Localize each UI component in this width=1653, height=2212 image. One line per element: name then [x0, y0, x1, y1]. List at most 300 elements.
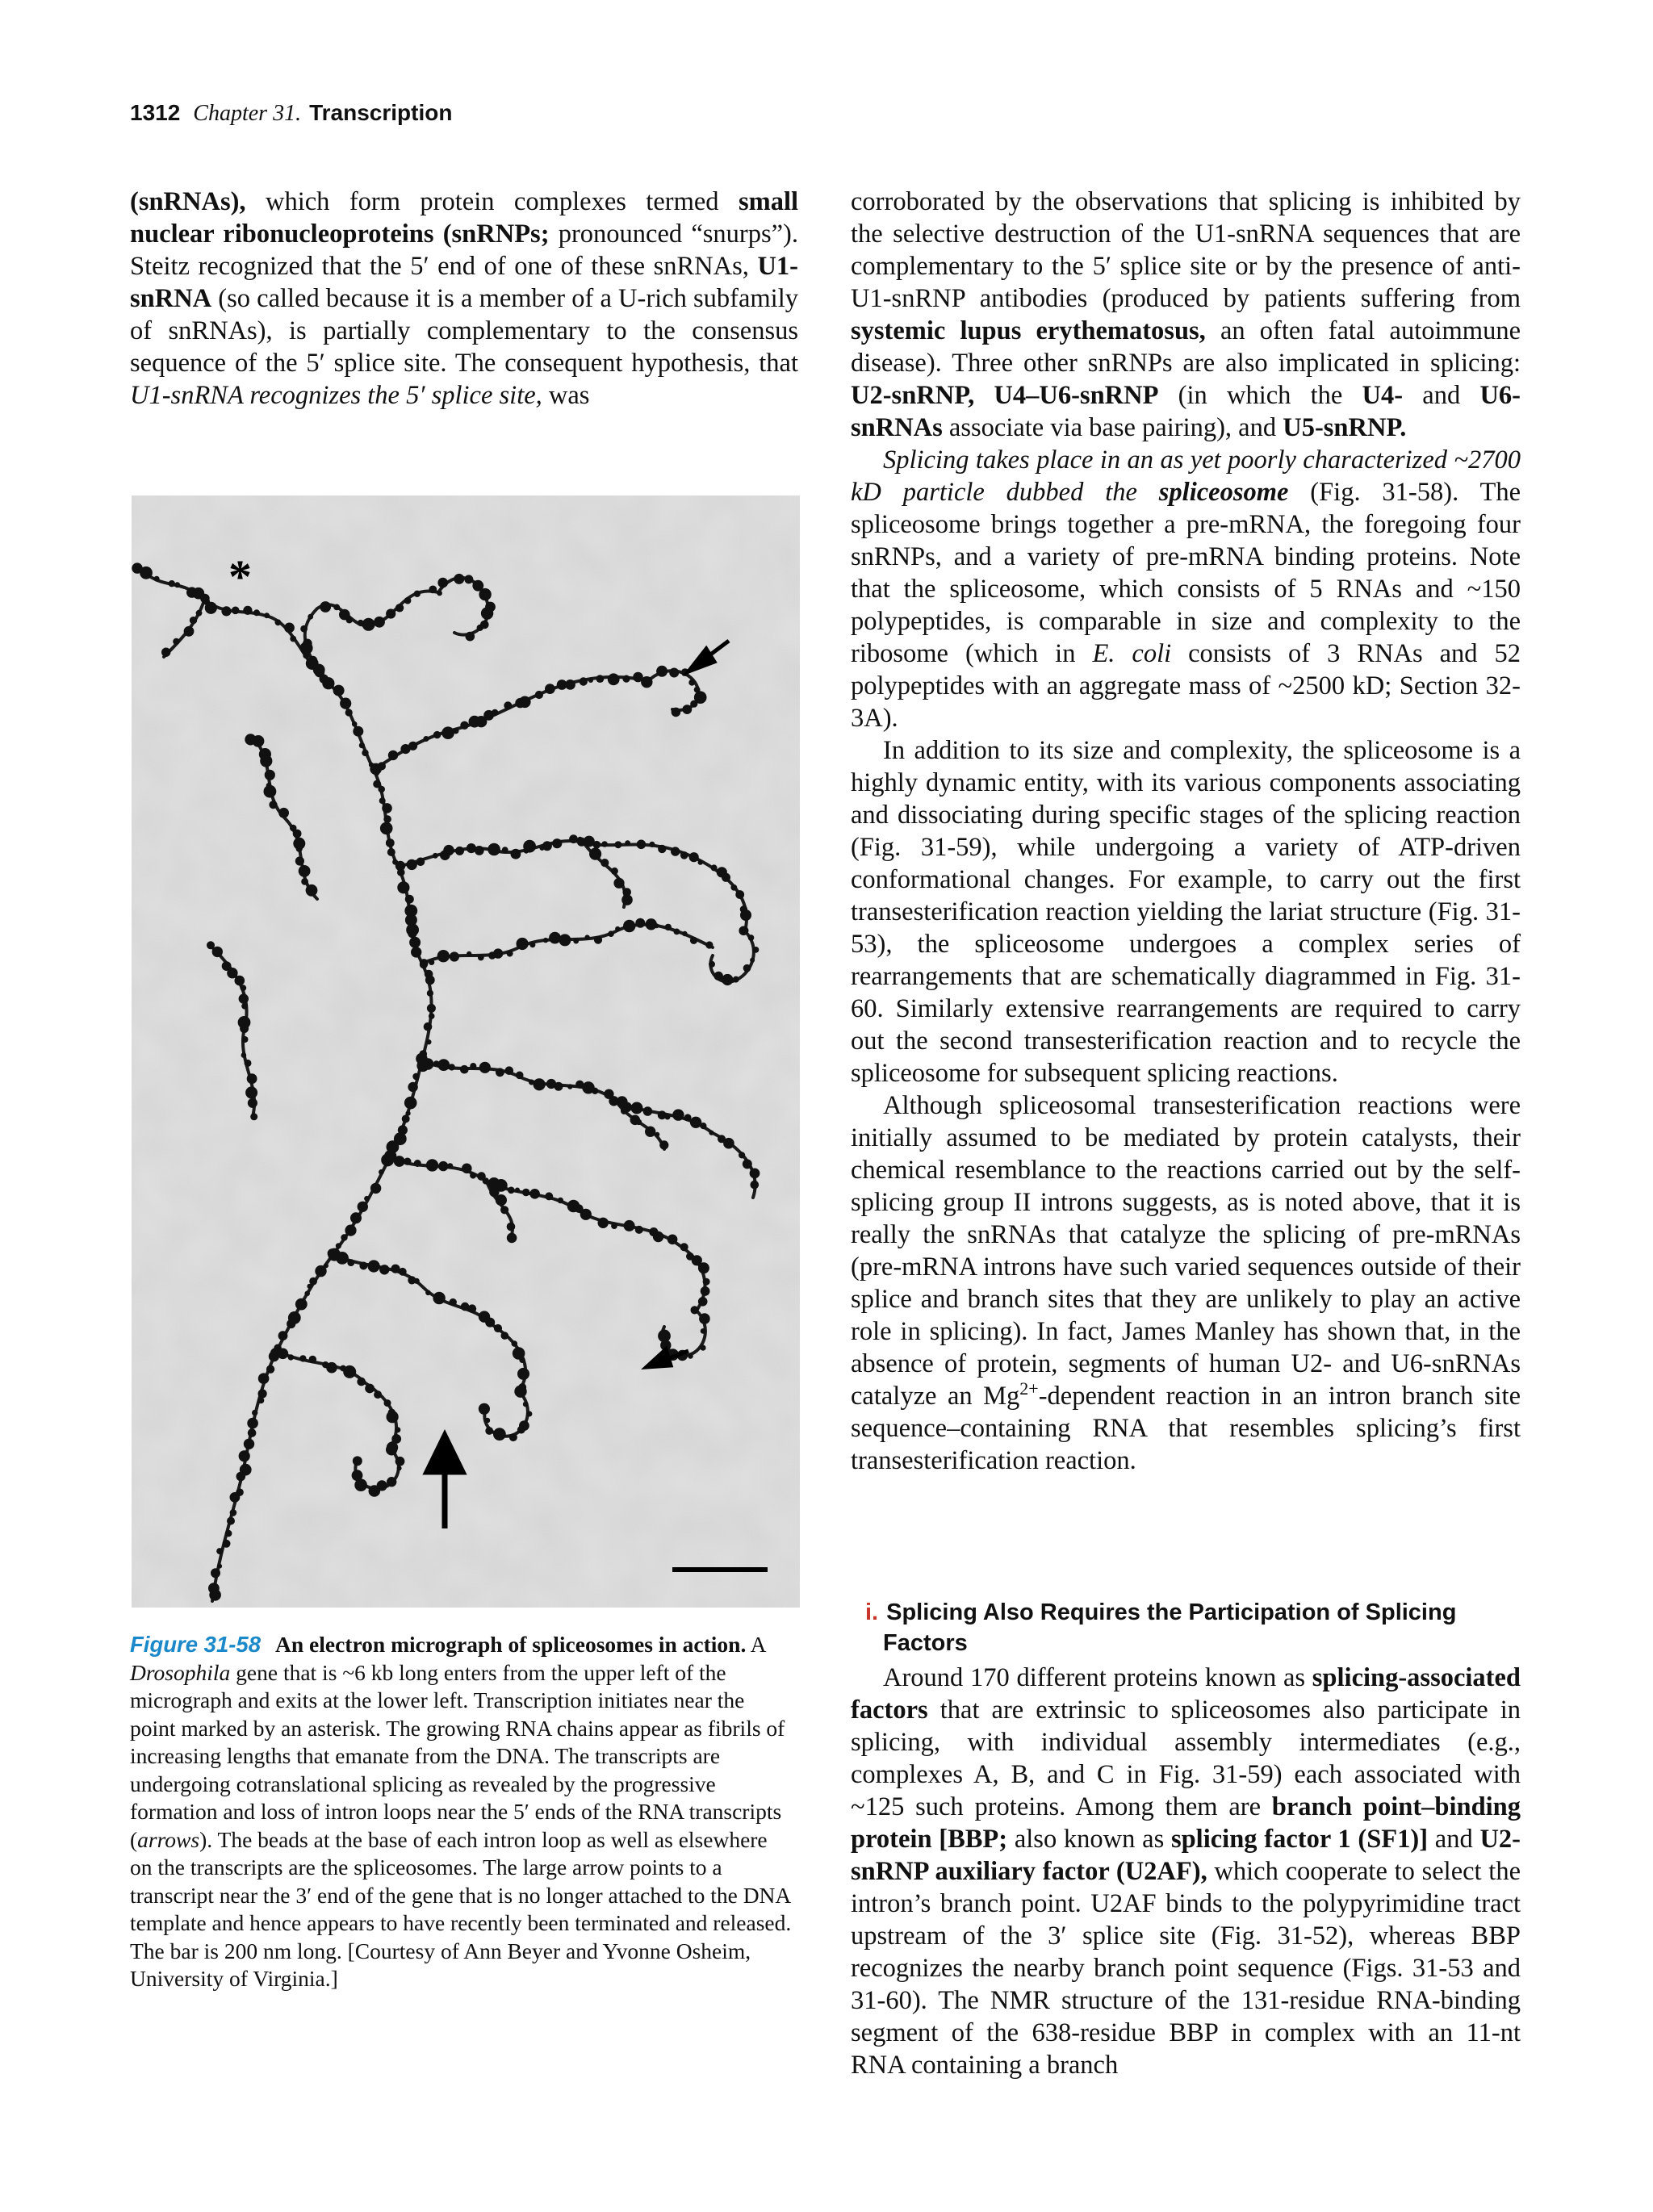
- bead: [592, 1088, 598, 1094]
- bead: [743, 1159, 752, 1169]
- bead: [502, 847, 508, 853]
- bead: [689, 852, 699, 862]
- bead: [690, 1117, 701, 1128]
- section-title: Splicing Also Requires the Participation of Splicing Factors: [883, 1599, 1457, 1656]
- bead: [672, 1109, 684, 1120]
- bead: [589, 848, 601, 860]
- left-column: [130, 186, 798, 412]
- bead: [621, 894, 633, 905]
- running-head: [130, 100, 452, 127]
- bead: [535, 691, 543, 699]
- bead: [240, 1024, 249, 1033]
- bead: [507, 1223, 516, 1231]
- bead: [674, 929, 680, 935]
- bead: [475, 846, 484, 855]
- bead: [485, 1418, 491, 1424]
- text-span: which form protein complexes termed: [245, 187, 739, 216]
- bead: [542, 841, 552, 851]
- bead: [266, 1365, 274, 1374]
- bead: [701, 1328, 706, 1334]
- bead: [614, 841, 621, 848]
- bead: [253, 609, 260, 616]
- bead: [253, 735, 265, 747]
- bead: [488, 843, 500, 856]
- bead: [653, 1231, 663, 1242]
- bead: [236, 1472, 246, 1482]
- text-span: Around 170 different proteins known as: [883, 1663, 1312, 1692]
- bead: [698, 859, 703, 864]
- bead: [559, 934, 571, 946]
- bead: [258, 1389, 267, 1398]
- bead: [468, 1304, 477, 1313]
- text-span: (Fig. 31-58). The spliceosome brings together a pre-mRNA, the foregoing four snRNPs, and a variety of pre-mRNA binding proteins. Note that the spliceosome, which consists of 5 RNAs and ~150 polypeptides, is comparable in size and complexity to the ribosome (which in: [851, 478, 1521, 668]
- bead: [449, 1064, 455, 1070]
- bead: [611, 1223, 617, 1229]
- bead: [709, 1131, 714, 1135]
- bead: [509, 1433, 517, 1441]
- bead: [343, 1365, 356, 1378]
- bead: [467, 951, 471, 956]
- bead: [523, 840, 536, 853]
- bead: [333, 685, 345, 696]
- bead: [667, 1235, 678, 1245]
- bead: [295, 1298, 308, 1311]
- caption-text: ). The beads at the base of each intron loop as well as elsewhere on the transcripts are the spliceosomes. The large arrow points to a transcript near the 3′ end of the gene that is no longer attached to the DNA template and hence appears to have recently been terminated and released. The bar is 200 nm long. [Courtesy of Ann Beyer and Yvonne Osheim, University of Virginia.]: [130, 1826, 792, 1991]
- bead: [278, 808, 289, 818]
- bead: [709, 961, 715, 968]
- bead: [466, 632, 475, 642]
- bead: [453, 728, 458, 734]
- figure-title: An electron micrograph of spliceosomes in action.: [275, 1632, 747, 1657]
- bead: [295, 856, 304, 865]
- bead: [691, 1306, 699, 1314]
- bead: [380, 822, 393, 835]
- bead: [326, 1362, 337, 1374]
- bead: [655, 1132, 659, 1137]
- bead: [433, 731, 441, 738]
- bead: [455, 847, 464, 855]
- bead: [743, 964, 751, 972]
- bead: [705, 941, 713, 948]
- bead: [643, 1106, 653, 1116]
- bead: [700, 1345, 705, 1351]
- bead: [242, 1036, 249, 1043]
- bead: [462, 1164, 472, 1174]
- bead: [682, 931, 687, 936]
- bead: [309, 1356, 317, 1364]
- bead: [225, 1530, 232, 1537]
- bead: [374, 1390, 382, 1399]
- bead: [404, 597, 412, 604]
- electron-micrograph: [132, 496, 800, 1608]
- bead: [671, 847, 680, 855]
- bead: [307, 1284, 312, 1289]
- bead: [649, 842, 655, 847]
- bead: [333, 604, 340, 611]
- bead: [265, 770, 275, 780]
- bead: [397, 1466, 402, 1470]
- bead: [359, 1262, 367, 1270]
- bead: [496, 1194, 507, 1206]
- caption-text: A: [746, 1632, 766, 1657]
- bead: [374, 617, 385, 628]
- bead: [505, 1066, 514, 1075]
- bead: [320, 675, 329, 684]
- bead: [359, 742, 365, 748]
- bead: [388, 751, 398, 760]
- bead: [454, 574, 464, 584]
- bead: [345, 709, 353, 716]
- bead: [698, 1262, 709, 1273]
- text-italic: Splicing takes place in an as yet poorly characterized ~2700 kD particle dubbed the: [851, 445, 1521, 507]
- bead: [252, 1410, 257, 1415]
- bead: [308, 656, 317, 665]
- bead: [223, 1540, 231, 1548]
- figure-caption: [130, 1631, 792, 1993]
- caption-text: gene that is ~6 kb long enters from the upper left of the micrograph and exits at the lower left. Transcription initiates near the point marked by an asterisk. The growing RNA chains appear as fibrils of increasing lengths that emanate from the DNA. The transcripts are undergoing cotranslational splicing as revealed by the progressive formation and loss of intron loops near the 5′ ends of the RNA transcripts (: [130, 1659, 785, 1852]
- bead: [739, 926, 748, 936]
- bead: [278, 1331, 288, 1340]
- bead: [433, 853, 438, 859]
- bead: [379, 1169, 384, 1175]
- bead: [313, 664, 325, 676]
- bead: [362, 618, 375, 631]
- bead: [680, 1243, 688, 1251]
- bead: [514, 1386, 526, 1398]
- bead: [545, 1192, 553, 1200]
- text-span: corroborated by the observations that splicing is inhibited by the selective destruction of the U1-snRNA sequences that are complementary to the 5′ splice site or by the presence of anti-U1-snRNP antibodies (produced by patients suffering from: [851, 187, 1521, 313]
- bead: [404, 1097, 417, 1110]
- bead: [395, 1427, 400, 1432]
- bead: [722, 873, 730, 882]
- bead: [492, 709, 498, 716]
- caption-italic-arrows: arrows: [137, 1826, 200, 1852]
- bead: [688, 1353, 693, 1359]
- bead: [248, 1428, 257, 1437]
- text-span: also known as: [1007, 1825, 1171, 1854]
- bead: [287, 1319, 295, 1328]
- bead: [659, 1140, 668, 1149]
- bead: [429, 960, 434, 965]
- bead: [733, 976, 739, 983]
- bead: [353, 1456, 362, 1466]
- bead: [346, 617, 353, 623]
- bead: [315, 1265, 326, 1277]
- bead: [365, 1384, 375, 1394]
- bead: [227, 968, 237, 978]
- bead: [621, 1107, 628, 1114]
- bead: [395, 1457, 405, 1466]
- bead: [239, 1450, 250, 1461]
- bead: [740, 909, 751, 921]
- term-spliceosome: spliceosome: [1158, 478, 1289, 507]
- bead: [523, 1402, 529, 1407]
- bead: [395, 861, 405, 871]
- bead: [598, 1218, 609, 1228]
- bead: [425, 976, 435, 985]
- bead: [496, 1068, 504, 1077]
- right-paragraph-1: [851, 186, 1521, 444]
- bead: [517, 938, 529, 950]
- bead: [437, 1059, 450, 1071]
- bead: [739, 1152, 745, 1158]
- bead: [682, 705, 692, 714]
- bead: [526, 1411, 532, 1417]
- bead: [293, 830, 302, 838]
- bead: [409, 937, 421, 948]
- bead: [645, 1127, 655, 1137]
- bead: [701, 1286, 710, 1296]
- bead: [656, 666, 667, 677]
- bead: [379, 797, 386, 804]
- bead: [500, 1206, 508, 1214]
- bead: [378, 762, 386, 770]
- bead: [230, 1509, 237, 1516]
- text-span: Although spliceosomal transesterification reactions were initially assumed to be mediated by protein catalysts, their chemical resemblance to the reactions carried out by the self-splicing group II introns suggests, as is noted above, that it is really the snRNAs that catalyze the splicing of pre-mRNAs (pre-mRNA introns have such varied sequences outside of their splice and branch sites that they are unlikely to play an active role in splicing). In fact, James Manley has shown that, in the absence of protein, segments of human U2- and U6-snRNAs catalyze an Mg: [851, 1091, 1521, 1411]
- bead: [479, 1062, 491, 1073]
- bead: [352, 1470, 363, 1481]
- bead: [290, 636, 296, 642]
- bead: [438, 1161, 448, 1171]
- bead: [464, 575, 473, 583]
- bead: [341, 1234, 347, 1240]
- bead: [507, 951, 513, 957]
- bead: [420, 960, 428, 968]
- term-u4: U4-: [1362, 381, 1404, 410]
- bead: [558, 1198, 563, 1203]
- bead: [248, 1098, 257, 1108]
- chapter-label: Chapter 31.: [193, 101, 302, 126]
- bead: [425, 1290, 431, 1296]
- bead: [573, 939, 579, 944]
- bead: [688, 679, 695, 686]
- bead: [247, 1418, 258, 1429]
- bead: [569, 834, 578, 843]
- bead: [485, 1318, 495, 1328]
- bead: [552, 838, 562, 848]
- bead: [665, 924, 672, 930]
- bead: [269, 801, 277, 809]
- bead: [244, 1439, 254, 1449]
- bead: [479, 1403, 490, 1415]
- bead: [221, 606, 231, 616]
- section-heading: [865, 1597, 1529, 1658]
- left-paragraph-1: [130, 186, 798, 412]
- bead: [478, 955, 484, 961]
- text-span: associate via base pairing), and: [942, 413, 1283, 442]
- bead: [352, 721, 358, 727]
- bead: [241, 1003, 248, 1010]
- bead: [723, 1138, 734, 1149]
- bead: [519, 1357, 525, 1363]
- bead: [386, 608, 395, 618]
- scale-bar: [672, 1567, 768, 1572]
- bead: [383, 815, 391, 823]
- bead: [437, 950, 450, 962]
- bead: [654, 923, 659, 928]
- bead: [658, 845, 666, 853]
- bead: [243, 606, 252, 615]
- bead: [593, 841, 601, 849]
- term-u6: U6-snRNAs: [851, 381, 1521, 442]
- term-bbp: branch point–binding protein [BBP;: [851, 1792, 1521, 1854]
- bead: [402, 1114, 410, 1123]
- bead: [387, 848, 395, 856]
- bead: [730, 884, 737, 891]
- text-span: (so called because it is a member of a U-rich subfamily of snRNAs), is partially complementary to the consensus sequence of the 5′ splice site. The consequent hypothesis, that: [130, 284, 798, 378]
- bead: [684, 1114, 692, 1121]
- bead: [411, 947, 421, 957]
- bead: [239, 993, 249, 1003]
- bead: [477, 625, 483, 631]
- bead: [447, 1163, 453, 1169]
- bead: [750, 1169, 760, 1179]
- italic-ecoli: E. coli: [1092, 639, 1172, 668]
- bead: [336, 1252, 349, 1265]
- bead: [641, 676, 652, 688]
- bead: [353, 726, 363, 737]
- bead: [437, 578, 448, 588]
- text-span: that are extrinsic to spliceosomes also participate in splicing, with individual assembly intermediates (e.g., complexes A, B, and C in Fig. 31-59) each associated with ~125 such proteins. Among them are: [851, 1696, 1521, 1821]
- bead: [501, 1332, 509, 1340]
- bead: [336, 1243, 341, 1248]
- bead: [493, 1428, 506, 1441]
- asterisk-mark: *: [228, 550, 252, 603]
- bead: [227, 1517, 235, 1525]
- bead: [395, 604, 404, 612]
- bead: [264, 785, 277, 798]
- bead: [545, 684, 555, 694]
- bead: [235, 976, 245, 986]
- bead: [190, 617, 197, 624]
- bead: [567, 1084, 572, 1089]
- bead: [154, 576, 160, 582]
- bead: [429, 1013, 435, 1019]
- bead: [565, 679, 575, 690]
- bead: [399, 1268, 407, 1276]
- bead: [517, 1368, 529, 1380]
- bead: [519, 696, 531, 709]
- bead: [512, 1340, 518, 1347]
- bead: [753, 947, 760, 953]
- bead: [481, 607, 493, 619]
- bead: [340, 698, 351, 709]
- right-column: [851, 186, 1521, 1477]
- bead: [368, 1260, 380, 1272]
- bead: [470, 1063, 476, 1069]
- bead: [529, 942, 535, 947]
- bead: [416, 858, 425, 867]
- bead: [260, 755, 272, 767]
- bead: [750, 958, 755, 963]
- bead: [320, 601, 331, 613]
- bead: [669, 668, 679, 678]
- bead: [554, 1082, 563, 1091]
- term-sf1: splicing factor 1 (SF1)]: [1170, 1825, 1429, 1854]
- bead: [714, 972, 723, 981]
- figure-label: Figure 31-58: [130, 1632, 262, 1657]
- bead: [232, 607, 240, 615]
- bead: [549, 932, 561, 944]
- bead: [284, 623, 295, 633]
- bead: [483, 1177, 489, 1184]
- bead: [245, 1086, 257, 1098]
- bead: [422, 1058, 433, 1069]
- text-span: (in which the: [1158, 381, 1362, 410]
- bead: [494, 1324, 502, 1332]
- bead: [748, 935, 755, 941]
- bead: [414, 1160, 421, 1167]
- bead: [217, 1564, 222, 1569]
- bead: [635, 918, 645, 928]
- bead: [580, 677, 588, 685]
- bead: [508, 1187, 515, 1194]
- bead: [423, 736, 429, 742]
- bead: [362, 750, 368, 756]
- bead: [241, 1052, 247, 1058]
- bead: [680, 851, 688, 859]
- bead: [173, 638, 179, 645]
- bead: [429, 586, 437, 594]
- bead: [350, 1212, 362, 1223]
- term-splicing-factors: splicing-associated factors: [851, 1663, 1521, 1725]
- micrograph-image: [132, 496, 800, 1608]
- bead: [379, 1265, 389, 1274]
- bead: [460, 1065, 469, 1074]
- bead: [347, 1259, 354, 1266]
- bead: [258, 1373, 270, 1384]
- bead: [303, 639, 312, 649]
- bead: [174, 582, 180, 587]
- bead: [735, 890, 744, 899]
- bead: [515, 1188, 520, 1193]
- bead: [699, 1313, 710, 1324]
- bead: [450, 951, 459, 961]
- bead: [427, 990, 433, 997]
- bead: [408, 1082, 417, 1092]
- bead: [275, 619, 282, 625]
- bead: [690, 937, 697, 944]
- bead: [623, 920, 635, 932]
- bead: [369, 1485, 381, 1497]
- right-paragraph-3: In addition to its size and complexity, the spliceosome is a highly dynamic entity, with its various components associating and dissociating during specific stages of the splicing reaction (Fig. 31-59), while undergoing a variety of ATP-driven conformational changes. For example, to carry out the first transesterification reaction yielding the lariat structure (Fig. 31-53), the spliceosome undergoes a complex series of rearrangements that are schematically diagrammed in Fig. 31-60. Similarly extensive rearrangements are required to carry out the second transesterification reaction and to recycle the spliceosome for subsequent splicing reactions.: [851, 736, 1521, 1088]
- bead: [386, 838, 395, 847]
- bead: [427, 1004, 436, 1013]
- bead: [485, 1427, 493, 1435]
- caption-italic-drosophila: Drosophila: [130, 1659, 231, 1685]
- text-span: an often fatal autoimmune disease). Three other snRNPs are also implicated in splicing:: [851, 316, 1521, 378]
- bead: [408, 929, 416, 938]
- bead: [300, 625, 308, 633]
- bead: [690, 700, 697, 708]
- right-paragraph-2: [851, 444, 1521, 734]
- bead: [288, 1354, 294, 1360]
- bead: [624, 1220, 635, 1231]
- chapter-title: Transcription: [309, 100, 453, 125]
- bead: [212, 947, 223, 957]
- bead: [751, 1181, 760, 1190]
- term-u5: U5-snRNP.: [1283, 413, 1407, 442]
- bead: [437, 591, 442, 596]
- bead: [216, 1548, 223, 1554]
- bead: [357, 1378, 366, 1386]
- bead: [394, 1156, 405, 1167]
- bead: [301, 878, 308, 885]
- term-snrnps: small nuclear ribonucleoproteins (snRNPs;: [130, 187, 798, 249]
- bead: [588, 678, 593, 683]
- bead: [196, 610, 203, 617]
- term-lupus: systemic lupus erythematosus,: [851, 316, 1206, 345]
